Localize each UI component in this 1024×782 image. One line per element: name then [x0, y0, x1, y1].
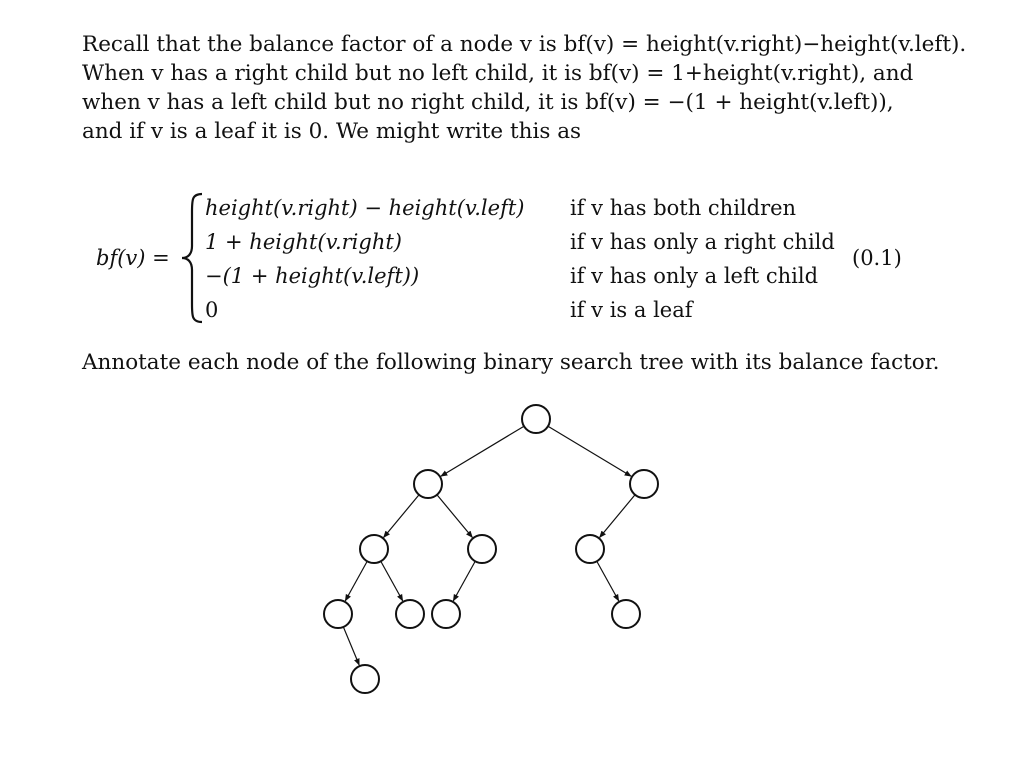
- tree-edge-c-f: [345, 561, 367, 601]
- tree-node-d: [468, 535, 496, 563]
- case-expr-1: height(v.right) − height(v.left): [205, 196, 525, 220]
- case-cond-2: if v has only a right child: [570, 230, 835, 254]
- tree-node-e: [576, 535, 604, 563]
- tree-node-g: [396, 600, 424, 628]
- tree-edge-root-a: [441, 426, 524, 476]
- tree-edge-b-e: [600, 495, 635, 538]
- tree-node-f: [324, 600, 352, 628]
- intro-line-1: Recall that the balance factor of a node v is bf(v) = height(v.right)−height(v.left).: [82, 32, 967, 57]
- equation-number: (0.1): [852, 246, 902, 270]
- tree-edge-a-d: [437, 495, 472, 538]
- tree-node-h: [432, 600, 460, 628]
- case-expr-2: 1 + height(v.right): [205, 230, 402, 254]
- case-expr-3: −(1 + height(v.left)): [205, 264, 420, 288]
- tree-node-root: [522, 405, 550, 433]
- intro-line-3: when v has a left child but no right child, it is bf(v) = −(1 + height(v.left)),: [82, 90, 894, 115]
- intro-line-4: and if v is a leaf it is 0. We might write this as: [82, 119, 582, 144]
- equation-lhs: bf(v) =: [96, 246, 170, 270]
- tree-node-c: [360, 535, 388, 563]
- intro-line-2: When v has a right child but no left child, it is bf(v) = 1+height(v.right), and: [82, 61, 914, 86]
- case-cond-4: if v is a leaf: [570, 298, 693, 322]
- tree-node-a: [414, 470, 442, 498]
- tree-edge-a-c: [384, 495, 419, 538]
- tree-edge-d-h: [453, 561, 475, 601]
- tree-edge-e-i: [597, 561, 619, 601]
- tree-edge-f-j: [343, 627, 359, 665]
- task-instruction: Annotate each node of the following binary search tree with its balance factor.: [82, 350, 940, 375]
- tree-node-i: [612, 600, 640, 628]
- tree-edge-c-g: [381, 561, 403, 601]
- case-expr-4: 0: [205, 298, 219, 322]
- case-cond-3: if v has only a left child: [570, 264, 819, 288]
- case-cond-1: if v has both children: [570, 196, 797, 220]
- tree-edge-root-b: [548, 426, 631, 476]
- tree-node-j: [351, 665, 379, 693]
- tree-node-b: [630, 470, 658, 498]
